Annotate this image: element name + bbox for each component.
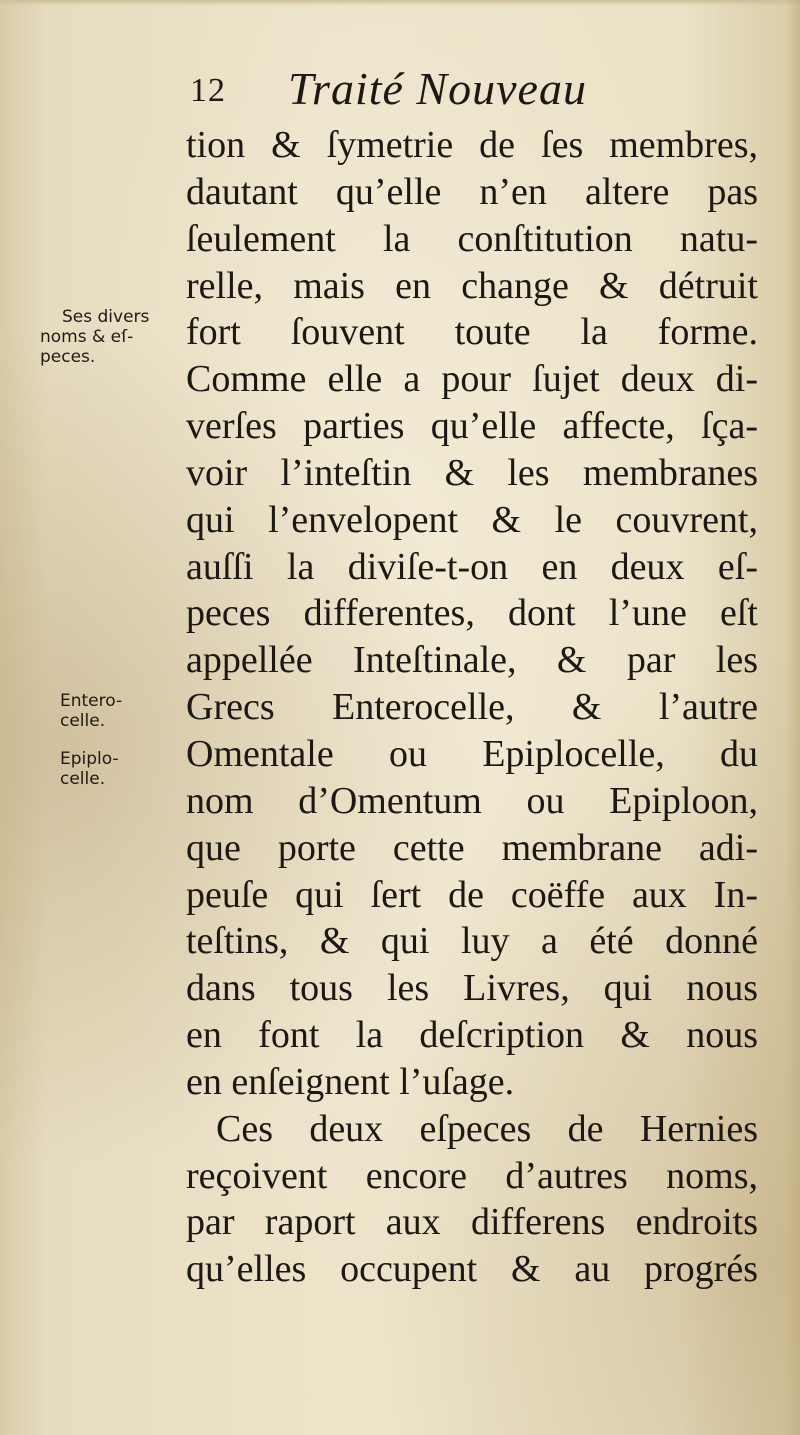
margin-note-line: celle.: [60, 711, 106, 731]
page-header: [190, 62, 750, 122]
text-line: verſes parties qu’elle affecte, ſça-: [186, 405, 758, 448]
margin-note-line: Epiplo-: [60, 749, 119, 769]
text-line: peuſe qui ſert de coëffe aux In-: [186, 873, 758, 916]
margin-note-epiplocelle: [60, 749, 119, 789]
text-line: nom d’Omentum ou Epiploon,: [186, 779, 758, 822]
page-number: 12: [190, 72, 226, 109]
text-line: dans tous les Livres, qui nous: [186, 967, 758, 1010]
text-line: reçoivent encore d’autres noms,: [186, 1154, 758, 1197]
margin-note-line: Entero-: [60, 691, 123, 711]
text-line-paragraph-start: Ces deux eſpeces de Hernies: [216, 1107, 758, 1150]
text-line: teſtins, & qui luy a été donné: [186, 920, 758, 963]
running-title: Traité Nouveau: [288, 63, 587, 114]
margin-note-line: Ses divers: [62, 307, 150, 327]
page-edge-top: [0, 0, 800, 6]
text-line: qui l’envelopent & le couvrent,: [186, 498, 758, 541]
margin-note-line: peces.: [40, 347, 96, 367]
text-line: Comme elle a pour ſujet deux di-: [186, 358, 758, 401]
text-line: Omentale ou Epiplocelle, du: [186, 732, 758, 775]
text-line: que porte cette membrane adi-: [186, 826, 758, 869]
text-line-paragraph-end: en enſeignent l’uſage.: [186, 1060, 515, 1103]
text-line: fort ſouvent toute la forme.: [186, 311, 758, 354]
page-edge-right: [786, 0, 800, 1435]
text-line: qu’elles occupent & au progrés: [186, 1248, 758, 1291]
text-line: dautant qu’elle n’en altere pas: [186, 170, 758, 213]
margin-note-line: noms & eſ-: [40, 327, 134, 347]
text-line: voir l’inteſtin & les membranes: [186, 451, 758, 494]
margin-note-enterocelle: [60, 691, 122, 731]
text-line: auſſi la diviſe-t-on en deux eſ-: [186, 545, 758, 588]
text-line: en font la deſcription & nous: [186, 1014, 758, 1057]
text-line: appellée Inteſtinale, & par les: [186, 639, 758, 682]
text-line: relle, mais en change & détruit: [186, 264, 758, 307]
margin-note-divers-noms: [40, 307, 149, 367]
text-line: tion & ſymetrie de ſes membres,: [186, 124, 758, 166]
text-line: peces differentes, dont l’une eſt: [186, 592, 758, 635]
text-line: Grecs Enterocelle, & l’autre: [186, 686, 758, 729]
text-line: par raport aux differens endroits: [186, 1201, 758, 1244]
text-line: ſeulement la conſtitution natu-: [186, 217, 758, 260]
margin-note-line: celle.: [60, 769, 106, 789]
body-text: [186, 122, 758, 1293]
